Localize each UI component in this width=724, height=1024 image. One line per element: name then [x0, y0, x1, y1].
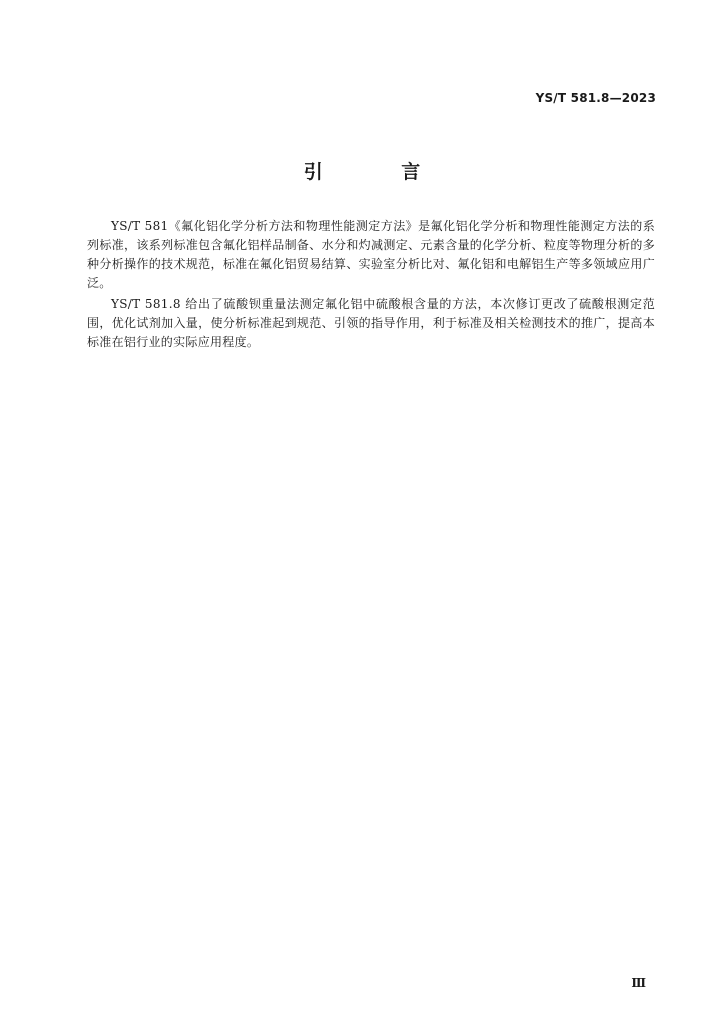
paragraph-1: YS/T 581《氟化铝化学分析方法和物理性能测定方法》是氟化铝化学分析和物理性能测定方法的系列标准，该系列标准包含氟化铝样品制备、水分和灼减测定、元素含量的化学分析、粒度等物理分析的多种分析操作的技术规范，标准在氟化铝贸易结算、实验室分析比对、氟化铝和电解铝生产等多领域应用广泛。: [87, 219, 655, 290]
paragraph-2: YS/T 581.8 给出了硫酸钡重量法测定氟化铝中硫酸根含量的方法，本次修订更改了硫酸根测定范围，优化试剂加入量，使分析标准起到规范、引领的指导作用，利于标准及相关检测技术的推广，提高本标准在铝行业的实际应用程度。: [87, 297, 655, 349]
body-text: [87, 217, 655, 354]
page-number: Ⅲ: [631, 976, 646, 990]
page-title: 引 言: [303, 161, 457, 183]
standard-code: YS/T 581.8—2023: [535, 91, 656, 105]
